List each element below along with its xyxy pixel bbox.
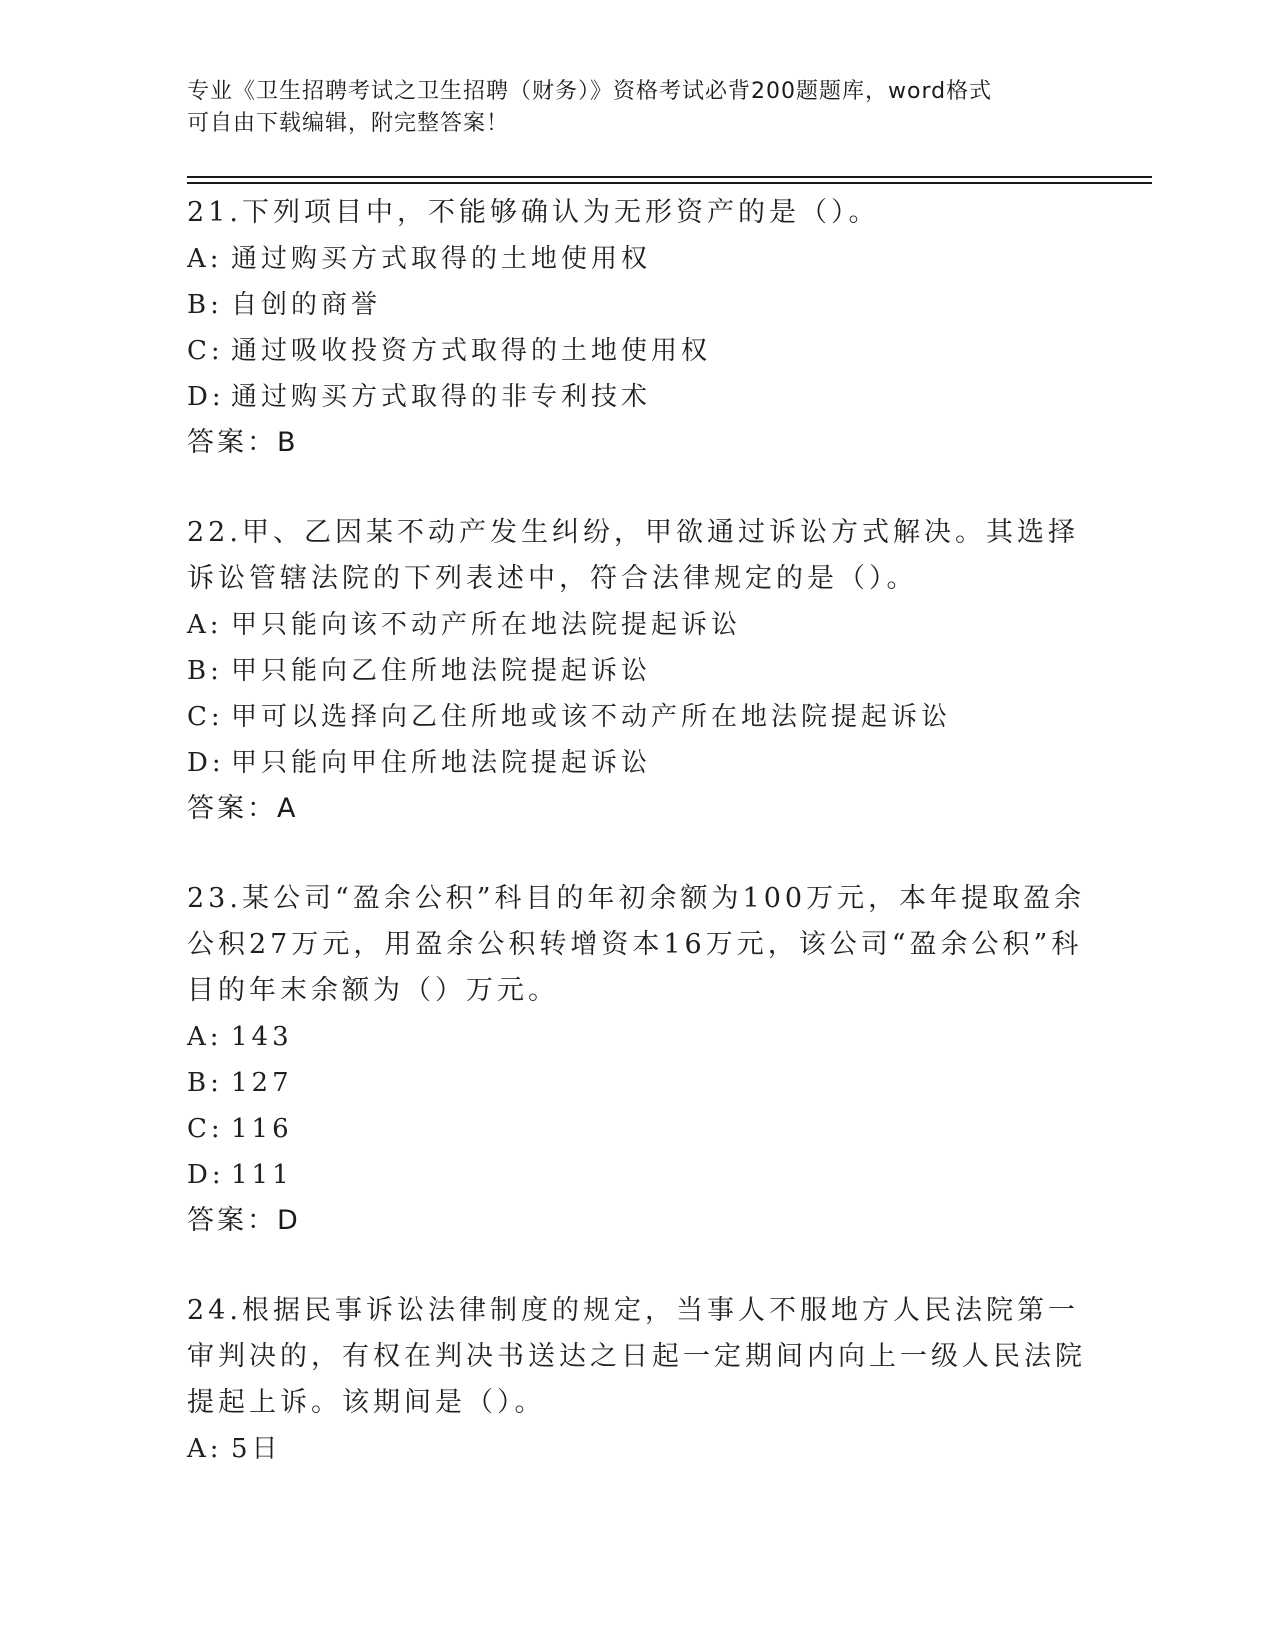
question-stem: 21.下列项目中，不能够确认为无形资产的是（）。 — [187, 197, 880, 228]
header-line-2: 可自由下载编辑，附完整答案！ — [187, 111, 510, 136]
option-c: C: 通过吸收投资方式取得的土地使用权 — [187, 336, 712, 366]
question-24 — [187, 1288, 1087, 1472]
header-line-1: 专业《卫生招聘考试之卫生招聘（财务）》资格考试必背200题题库，word格式 — [187, 79, 993, 104]
header-divider-bottom — [187, 182, 1152, 184]
option-b: B: 自创的商誉 — [187, 290, 382, 320]
option-b: B: 甲只能向乙住所地法院提起诉讼 — [187, 656, 652, 686]
question-list — [187, 190, 1087, 1472]
answer-label: 答案：D — [187, 1205, 301, 1236]
option-d: D: 111 — [187, 1160, 293, 1190]
option-d: D: 通过购买方式取得的非专利技术 — [187, 382, 652, 412]
option-b: B: 127 — [187, 1068, 293, 1098]
question-stem: 22.甲、乙因某不动产发生纠纷，甲欲通过诉讼方式解决。其选择诉讼管辖法院的下列表述中，符合法律规定的是（）。 — [187, 517, 1079, 594]
option-a: A: 通过购买方式取得的土地使用权 — [187, 244, 652, 274]
header-divider-top — [187, 176, 1152, 178]
answer-label: 答案：B — [187, 427, 299, 458]
option-c: C: 甲可以选择向乙住所地或该不动产所在地法院提起诉讼 — [187, 702, 952, 732]
option-a: A: 5日 — [187, 1434, 282, 1464]
question-23 — [187, 876, 1087, 1244]
document-header — [187, 76, 1067, 140]
answer-label: 答案：A — [187, 793, 299, 824]
question-stem: 24.根据民事诉讼法律制度的规定，当事人不服地方人民法院第一审判决的，有权在判决书送达之日起一定期间内向上一级人民法院提起上诉。该期间是（）。 — [187, 1295, 1086, 1418]
question-21 — [187, 190, 1087, 466]
question-22 — [187, 510, 1087, 832]
option-a: A: 甲只能向该不动产所在地法院提起诉讼 — [187, 610, 742, 640]
option-c: C: 116 — [187, 1114, 293, 1144]
option-a: A: 143 — [187, 1022, 293, 1052]
option-d: D: 甲只能向甲住所地法院提起诉讼 — [187, 748, 652, 778]
question-stem: 23.某公司“盈余公积”科目的年初余额为100万元，本年提取盈余公积27万元，用盈余公积转增资本16万元，该公司“盈余公积”科目的年末余额为（）万元。 — [187, 883, 1086, 1006]
